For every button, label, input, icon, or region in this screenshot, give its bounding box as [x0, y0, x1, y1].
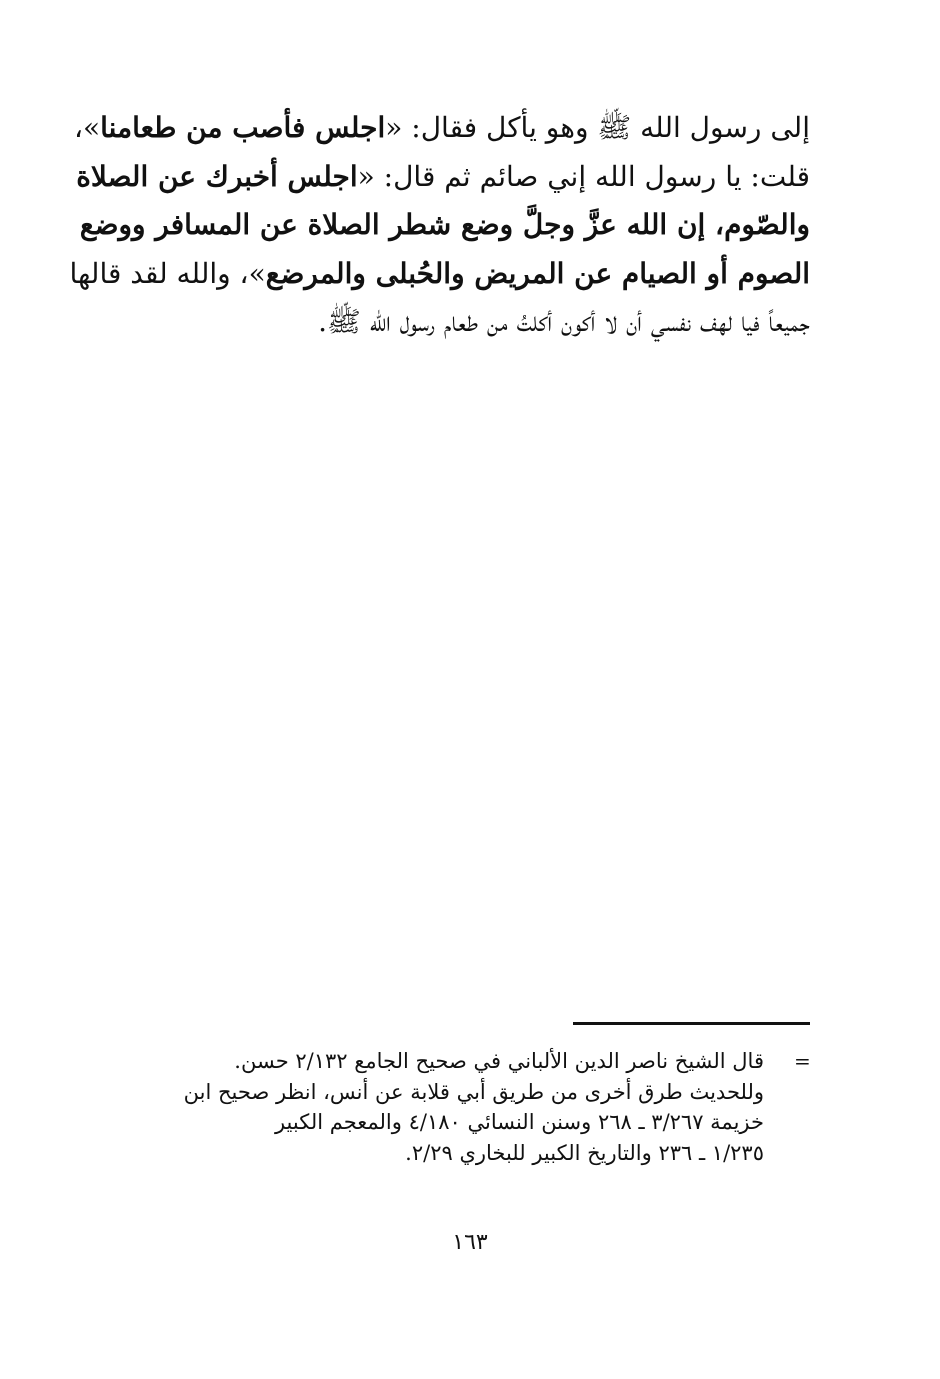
body-line-4-segment-2: »، والله لقد قالها — [69, 256, 266, 290]
footnote-divider — [573, 1022, 810, 1025]
body-line-1-segment-3: »، — [73, 111, 101, 144]
body-line-1 — [73, 104, 810, 153]
footnote — [130, 1046, 764, 1168]
body-line-1-segment-1: إلى رسول الله ﷺ وهو يأكل فقال: « — [385, 111, 810, 144]
footnote-line-4: ١/٢٣٥ ـ ٢٣٦ والتاريخ الكبير للبخاري ٢/٢٩. — [405, 1140, 764, 1165]
footnote-line-1: قال الشيخ ناصر الدين الألباني في صحيح الجامع ٢/١٣٢ حسن. — [234, 1049, 764, 1073]
main-text — [69, 104, 810, 347]
body-line-3-segment-1: والصّوم، إن الله عزَّ وجلَّ وضع شطر الصلاة عن المسافر ووضع — [79, 208, 810, 241]
body-line-4 — [69, 250, 810, 299]
body-line-2-segment-1: قلت: يا رسول الله إني صائم ثم قال: « — [357, 159, 810, 193]
body-line-5 — [130, 298, 810, 347]
body-line-1-segment-2: اجلس فأصب من طعامنا — [100, 111, 386, 144]
footnote-continuation-marker: = — [794, 1049, 811, 1073]
body-line-2-segment-2: اجلس أخبرك عن الصلاة — [76, 159, 358, 193]
body-line-4-segment-1: الصوم أو الصيام عن المريض والحُبلى والمرضع — [265, 256, 810, 290]
footnote-line-2: وللحديث طرق أخرى من طريق أبي قلابة عن أنس، انظر صحيح ابن — [183, 1079, 764, 1104]
page-number: ١٦٣ — [452, 1230, 488, 1255]
footnote-line-3: خزيمة ٣/٢٦٧ ـ ٢٦٨ وسنن النسائي ٤/١٨٠ والمعجم الكبير — [274, 1110, 764, 1134]
body-line-2 — [76, 153, 810, 202]
body-line-3 — [79, 201, 810, 250]
body-line-5-segment-1: جميعاً فيا لهف نفسي أن لا أكون أكلتُ من طعام رسول الله ﷺ. — [318, 305, 810, 338]
